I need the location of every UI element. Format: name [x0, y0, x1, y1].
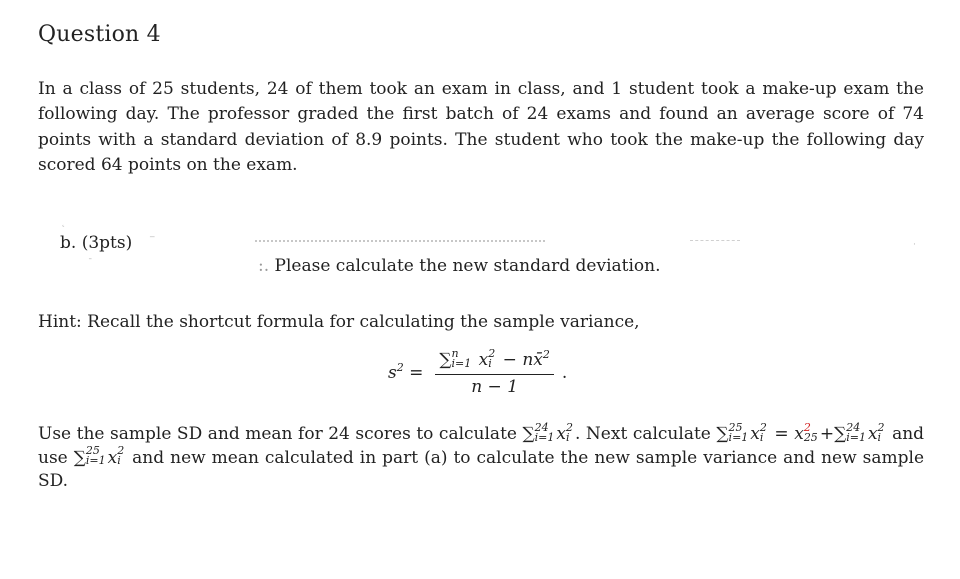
hint-text: Hint: Recall the shortcut formula for calculating the sample variance,	[38, 312, 640, 332]
sigma-symbol: ∑	[716, 424, 729, 444]
formula-numerator: ∑ n i=1 x 2 i − nx̄$^2$	[435, 350, 553, 375]
sigma-symbol: ∑	[834, 424, 847, 444]
part-b-task	[258, 256, 661, 276]
sigma-symbol: ∑	[522, 424, 535, 444]
part-b-task-text: Please calculate the new standard deviation.	[274, 256, 661, 276]
formula-lhs: $s^2$ =	[388, 361, 424, 384]
question-intro: In a class of 25 students, 24 of them took an exam in class, and 1 student took a make-up exam the following day. The professor graded the first batch of 24 exams and found an average score of 74 points with a standard deviation of 8.9 points. The student who took the make-up the following day scored 64 points on the exam.	[38, 79, 924, 175]
smudge-mark: ˛	[61, 218, 66, 228]
faint-artifact-line	[255, 240, 545, 248]
smudge-mark: ·	[913, 240, 916, 250]
smudge-mark: ¯	[88, 258, 93, 268]
part-b-label: b. (3pts)	[60, 233, 133, 253]
sigma-symbol: ∑	[439, 350, 452, 370]
highlighted-exponent: 2	[803, 420, 811, 434]
question-title: Question 4	[38, 22, 161, 47]
instructions-text: Use the sample SD and mean for 24 scores to calculate ∑ 24 i=1 x 2 i . Next calculate ∑ 25 i=1 x 2 i = x 2 25 +∑ 24 i=1 x 2 i and use ∑ 25 i=1 x 2 i and new mean calculated in part (a) to calculate the new sample variance and new sample SD.	[38, 420, 925, 491]
faint-colon-mark: :.	[258, 256, 270, 276]
sum-limits: n i=1	[451, 346, 472, 370]
sample-variance-formula: $s^2$ = ∑ n i=1 x 2 i − nx̄$^2$ n − 1 .	[388, 346, 568, 397]
faint-artifact-dash	[690, 240, 740, 245]
sigma-symbol: ∑	[73, 447, 86, 468]
formula-denominator: n − 1	[471, 376, 519, 397]
formula-fraction	[435, 346, 553, 397]
smudge-mark: ‾	[150, 236, 155, 246]
